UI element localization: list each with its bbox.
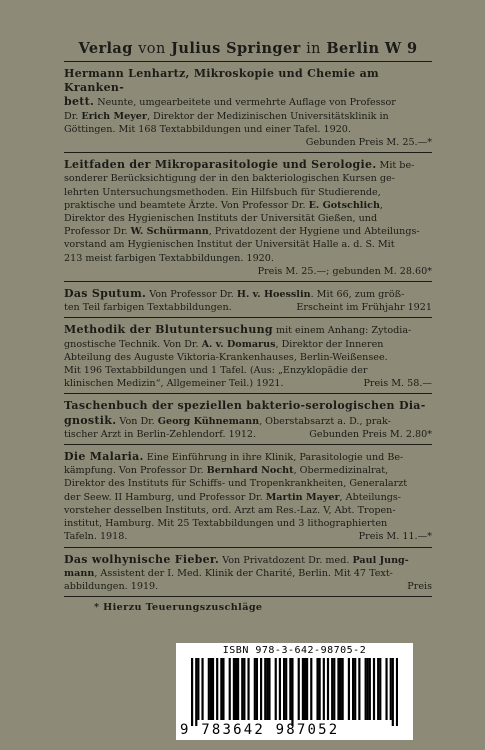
barcode-bar [241, 658, 243, 720]
entry-line: institut, Hamburg. Mit 25 Textabbildungen und 3 lithographierten [64, 518, 388, 530]
barcode-bar [379, 658, 381, 720]
book-entry [64, 153, 432, 281]
entry-line: sonderer Berücksichtigung der in den bakteriologischen Kursen ge- [64, 173, 395, 185]
page [64, 37, 432, 613]
barcode-bar [243, 658, 245, 720]
barcode-bar [327, 658, 329, 720]
book-entry [64, 445, 432, 546]
barcode-bar [285, 658, 287, 720]
barcode-bar [279, 658, 281, 720]
barcode-bar [212, 658, 214, 720]
barcode-bar [291, 658, 293, 726]
barcode-bar [210, 658, 212, 720]
barcode-bar [289, 658, 291, 720]
barcode-bar [220, 658, 222, 720]
publisher-name: Julius Springer [171, 40, 301, 57]
entry-line: Direktor des Instituts für Schiffs- und Tropenkrankheiten, Generalarzt [64, 478, 408, 490]
verlag-label: Verlag [78, 40, 133, 57]
barcode-bar [208, 658, 210, 720]
entry-line: mann, Assistent der I. Med. Klinik der Charité, Berlin. Mit 47 Text- [64, 567, 393, 579]
barcode-bar [237, 658, 239, 720]
barcode-bar [235, 658, 237, 720]
entry-line: ten Teil farbigen Textabbildungen. Erscheint im Frühjahr 1921 [64, 302, 432, 314]
entry-line: bett. Neunte, umgearbeitete und vermehrte Auflage von Professor [64, 95, 396, 109]
entry-line: lehrten Untersuchungsmethoden. Ein Hilfsbuch für Studierende, [64, 186, 381, 198]
barcode-bar [310, 658, 312, 720]
entry-line: Tafeln. 1918. Preis M. 11.—* [64, 531, 432, 543]
entry-line: Taschenbuch der speziellen bakterio-serologischen Dia- [64, 399, 426, 413]
barcode-bar [319, 658, 321, 720]
barcode-bar [369, 658, 371, 720]
barcode-bar [254, 658, 256, 720]
barcode-bar [216, 658, 218, 720]
barcode-bar [201, 658, 203, 720]
barcode-bar [342, 658, 344, 720]
barcode-bar [377, 658, 379, 720]
barcode-bar [352, 658, 354, 720]
footnote: * Hierzu Teuerungszuschläge [94, 602, 263, 614]
entry-line: Göttingen. Mit 168 Textabbildungen und einer Tafel. 1920. [64, 123, 351, 135]
barcode-bar [256, 658, 258, 720]
barcode-bar [304, 658, 306, 720]
entry-line: Gebunden Preis M. 25.—* [305, 137, 432, 149]
entry-line: vorsteher desselben Instituts, ord. Arzt am Res.-Laz. V, Abt. Tropen- [64, 504, 396, 516]
barcode-bar [337, 658, 339, 720]
barcode-bar [283, 658, 285, 720]
barcode-bar [260, 658, 262, 720]
barcode-bar [233, 658, 235, 720]
barcode-bar [339, 658, 341, 720]
barcode-bar [354, 658, 356, 720]
von-label: von [138, 41, 166, 57]
entry-line: Das wolhynische Fieber. Von Privatdozent Dr. med. Paul Jung- [64, 552, 409, 566]
barcode-bar [367, 658, 369, 720]
entry-line: Dr. Erich Meyer, Direktor der Medizinischen Universitätsklinik in [64, 110, 389, 122]
entry-line: gnostische Technik. Von Dr. A. v. Domarus, Direktor der Inneren [64, 338, 384, 350]
barcode-bar [358, 658, 360, 720]
entry-line: Abteilung des Auguste Viktoria-Krankenhauses, Berlin-Weißensee. [64, 351, 388, 363]
barcode-bar [306, 658, 308, 720]
entry-line: Das Sputum. Von Professor Dr. H. v. Hoesslin. Mit 66, zum größ- [64, 287, 405, 301]
entry-line: 213 meist farbigen Textabbildungen. 1920. [64, 252, 274, 264]
in-label: in [306, 41, 321, 57]
entry-line: tischer Arzt in Berlin-Zehlendorf. 1912. Gebunden Preis M. 2.80* [64, 428, 432, 440]
entry-line: Methodik der Blutuntersuchung mit einem Anhang: Zytodia- [64, 323, 412, 337]
isbn-digits: 9 783642 987052 [180, 722, 340, 738]
barcode-bar [333, 658, 335, 720]
entry-line: vorstand am Hygienischen Institut der Universität Halle a. d. S. Mit [64, 239, 395, 251]
barcode-bar [396, 658, 398, 726]
barcode-bar [316, 658, 318, 720]
barcode-bar [385, 658, 387, 720]
book-entry [64, 62, 432, 152]
entry-line: Leitfaden der Mikroparasitologie und Serologie. Mit be- [64, 158, 415, 172]
barcode-bar [392, 658, 394, 726]
book-entry [64, 394, 432, 444]
entry-line: Hermann Lenhartz, Mikroskopie und Chemie am Kranken- [64, 67, 379, 95]
barcode-bar [298, 658, 300, 720]
entry-line: gnostik. Von Dr. Georg Kühnemann, Oberstabsarzt a. D., prak- [64, 413, 391, 427]
entry-line: Die Malaria. Eine Einführung in ihre Klinik, Parasitologie und Be- [64, 450, 404, 464]
publisher-city: Berlin W 9 [326, 40, 418, 57]
entries-list [64, 62, 432, 597]
entry-line: klinischen Medizin“, Allgemeiner Teil.) 1921. Preis M. 58.— [64, 378, 432, 390]
barcode-bar [195, 658, 197, 726]
barcode-bar [197, 658, 199, 720]
barcode-icon [191, 658, 398, 726]
barcode-bar [390, 658, 392, 720]
book-entry [64, 282, 432, 317]
entry-line: Direktor des Hygienischen Instituts der Universität Gießen, und [64, 213, 378, 225]
barcode-bar [373, 658, 375, 720]
entry-line: Preis M. 25.—; gebunden M. 28.60* [257, 265, 432, 277]
entry-line: kämpfung. Von Professor Dr. Bernhard Nocht, Obermedizinalrat, [64, 465, 389, 477]
barcode-bar [365, 658, 367, 720]
publisher-header [64, 37, 432, 61]
entry-line: abbildungen. 1919. Preis [64, 580, 432, 592]
barcode-bar [247, 658, 249, 720]
entry-line: Mit 196 Textabbildungen und 1 Tafel. (Aus: „Enzyklopädie der [64, 365, 368, 377]
barcode-bar [348, 658, 350, 720]
isbn-text: ISBN 978-3-642-98705-2 [222, 645, 367, 656]
barcode-bar [222, 658, 224, 720]
isbn-barcode-label [176, 643, 413, 740]
barcode-bar [323, 658, 325, 720]
barcode-bar [264, 658, 266, 720]
entry-line: praktische und beamtete Ärzte. Von Professor Dr. E. Gotschlich, [64, 199, 383, 211]
barcode-bar [331, 658, 333, 720]
barcode-bar [268, 658, 270, 720]
barcode-bar [302, 658, 304, 720]
barcode-bar [191, 658, 193, 726]
book-entry [64, 548, 432, 597]
barcode-bar [229, 658, 231, 720]
barcode-bar [275, 658, 277, 720]
entry-line: der Seew. II Hamburg, und Professor Dr. Martin Mayer, Abteilungs- [64, 491, 402, 503]
entry-line: Professor Dr. W. Schürmann, Privatdozent der Hygiene und Abteilungs- [64, 226, 420, 238]
barcode-bar [266, 658, 268, 720]
book-entry [64, 318, 432, 393]
